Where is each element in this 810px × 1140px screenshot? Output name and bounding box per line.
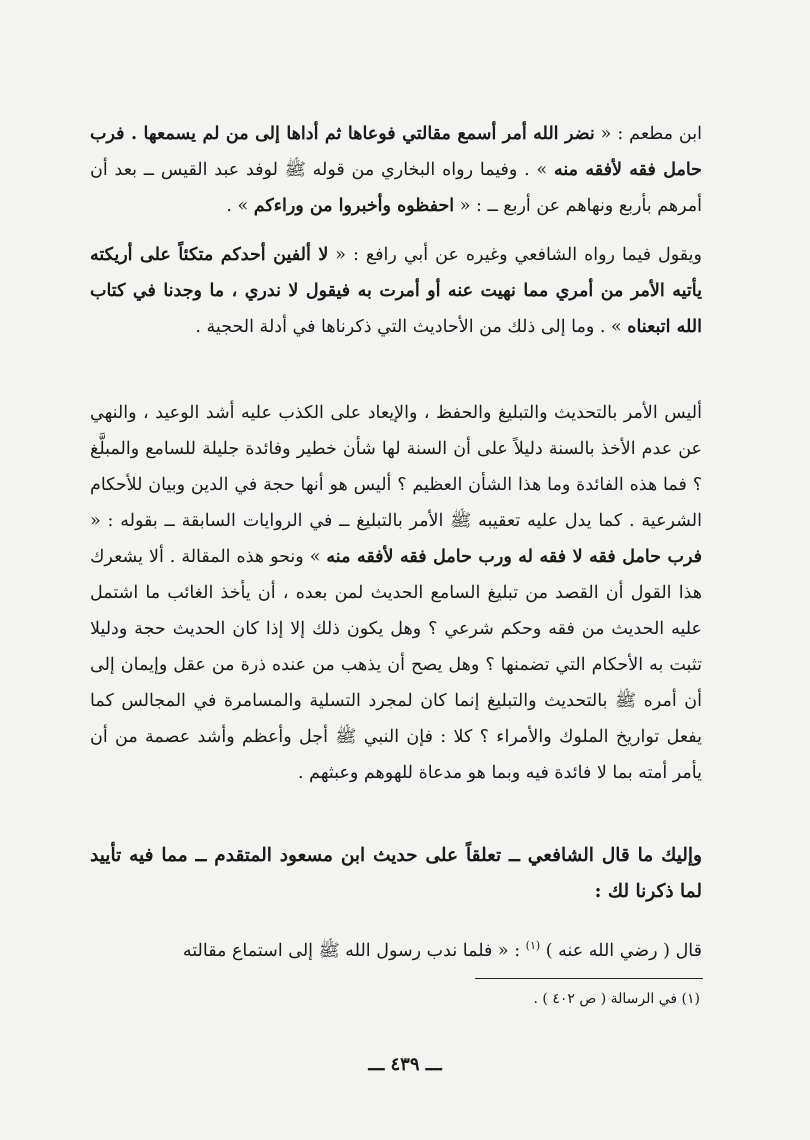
p1-hadith-quote: نضر الله أمر أسمع مقالتي فوعاها ثم أداها إلى من لم يسمعها . فرب حامل فقه لأفقه منه: [90, 124, 702, 180]
p4-run-1: وإليك ما قال الشافعي ــ تعلقاً على حديث ابن مسعود المتقدم ــ مما فيه تأييد لما ذكرنا لك :: [90, 845, 702, 902]
p3-hadith-quote: فرب حامل فقه لا فقه له ورب حامل فقه لأفقه منه: [326, 547, 702, 567]
p5-run-3: : « فلما ندب رسول الله ﷺ إلى استماع مقالته: [182, 940, 526, 961]
paragraph-5: [90, 928, 702, 969]
footnote-divider: [475, 978, 703, 979]
footnote-marker: (١): [525, 939, 541, 952]
p1-run-5: » .: [226, 196, 254, 216]
p1-hadith-quote-2: احفظوه وأخبروا من وراءكم: [253, 196, 455, 216]
p3-run-3: » ونحو هذه المقالة . ألا يشعرك هذا القول أن القصد من تبليغ السامع الحديث لمن بعده ، أن يأخذ الغائب ما اشتمل عليه الحديث من فقه وحكم شرعي ؟ وهل يكون ذلك إلا إذا كان الحديث حجة ودليلا تثبت به الأحكام التي تضمنها ؟ وهل يصح أن يذهب من عنده ذرة من عقل وإيمان إلى أن أمره ﷺ بالتحديث والتبليغ إنما كان لمجرد التسلية والمسامرة في المجالس كما يفعل تواريخ الملوك والأمراء ؟ كلا : فإن النبي ﷺ أجل وأعظم وأشد عصمة من أن يأمر أمته بما لا فائدة فيه وبما هو مدعاة للهوهم وعبثهم .: [90, 547, 702, 783]
paragraph-1: [90, 116, 702, 224]
page-number: ـــ ٤٣٩ ـــ: [368, 1054, 442, 1075]
p2-hadith-quote: لا ألفين أحدكم متكئاً على أريكته يأتيه الأمر من أمري مما نهيت عنه أو أمرت به فيقول لا ندري ، ما وجدنا في كتاب الله اتبعناه: [90, 245, 702, 337]
paragraph-2: [90, 237, 702, 345]
paragraph-4-heading: [90, 838, 702, 910]
paragraph-3: [90, 395, 702, 791]
p2-run-1: ويقول فيما رواه الشافعي وغيره عن أبي رافع : «: [328, 245, 702, 265]
p3-run-1: أليس الأمر بالتحديث والتبليغ والحفظ ، والإيعاد على الكذب عليه أشد الوعيد ، والنهي عن عدم الأخذ بالسنة دليلاً على أن السنة لها شأن خطير وفائدة جليلة للسامع والمبلَّغ ؟ فما هذه الفائدة وما هذا الشأن العظيم ؟ أليس هو أنها حجة في الدين وبيان للأحكام الشرعية . كما يدل عليه تعقيبه ﷺ الأمر بالتبليغ ــ في الروايات السابقة ــ بقوله : «: [90, 403, 702, 531]
footnote: (١) في الرسالة ( ص ٤٠٢ ) .: [533, 991, 700, 1007]
p1-run-3: » . وفيما رواه البخاري من قوله ﷺ لوفد عبد القيس ــ بعد أن أمرهم بأربع ونهاهم عن أربع ــ : «: [90, 160, 702, 216]
p5-run-1: قال ( رضي الله عنه ): [540, 940, 702, 961]
p1-run-1: ابن مطعم : «: [594, 124, 702, 144]
p2-run-3: » . وما إلى ذلك من الأحاديث التي ذكرناها في أدلة الحجية .: [195, 317, 628, 337]
